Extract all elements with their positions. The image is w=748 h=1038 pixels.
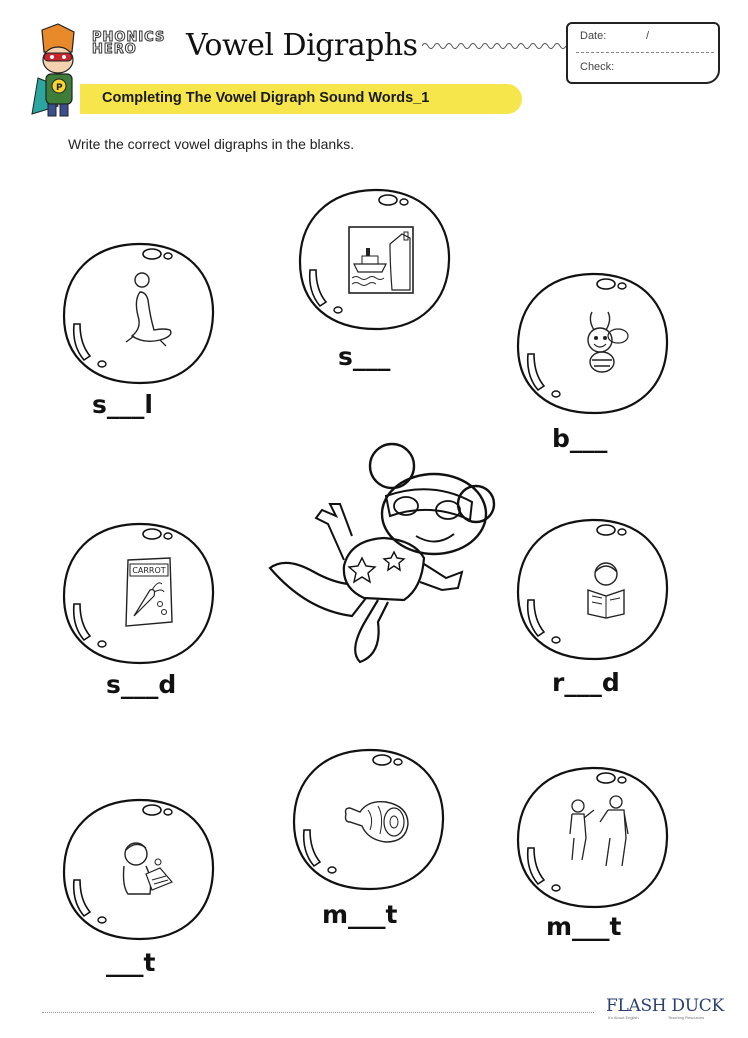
word-blank-read[interactable]: r___d (552, 668, 620, 697)
date-divider (576, 52, 714, 53)
word-blank-eat[interactable]: ___t (106, 948, 156, 977)
bubble-item-read (514, 516, 670, 662)
child-eating-icon (116, 838, 176, 896)
word-blank-meet[interactable]: m___t (546, 912, 622, 941)
svg-text:P: P (56, 83, 63, 93)
word-blank-ship[interactable]: s___ (338, 342, 391, 371)
phonics-hero-brand (92, 32, 165, 56)
footer-tagline-right: Teaching Resources (668, 1015, 705, 1020)
page-title: Vowel Digraphs (186, 28, 418, 63)
word-blank-seed[interactable]: s___d (106, 670, 177, 699)
bubble-item-ship (296, 186, 452, 332)
brand-line-2: HERO (92, 42, 137, 57)
bubble-item-eat (60, 796, 216, 942)
word-blank-bee[interactable]: b___ (552, 424, 608, 453)
check-label: Check: (580, 61, 615, 73)
bee-icon (576, 308, 632, 380)
ship-at-sea-icon (346, 224, 418, 296)
flash-duck-logo (606, 994, 722, 1024)
footer-tagline-left: It's About English (608, 1015, 639, 1020)
bubble-item-seed (60, 520, 216, 666)
seed-packet-icon (122, 556, 176, 628)
bubble-item-meet (514, 764, 670, 910)
bubble-item-seal (60, 240, 216, 386)
date-check-box (566, 22, 720, 84)
footer-divider (42, 1012, 594, 1013)
brand-line-1: PHONICS (92, 30, 166, 45)
bubble-item-bee (514, 270, 670, 416)
worksheet-subtitle: Completing The Vowel Digraph Sound Words_1 (102, 90, 430, 106)
seal-icon (120, 270, 176, 348)
date-separator: / (646, 30, 650, 42)
word-blank-seal[interactable]: s___l (92, 390, 153, 419)
hero-mascot-illustration (266, 440, 496, 664)
footer-logo-text: FLASH DUCK (606, 996, 724, 1016)
bubble-item-meat (290, 746, 446, 892)
child-reading-icon (580, 560, 632, 618)
subtitle-banner (80, 84, 522, 114)
people-meeting-icon (564, 794, 636, 870)
date-label: Date: (580, 30, 607, 42)
seed-packet-label: CARROT (132, 566, 166, 575)
meat-icon (342, 790, 412, 846)
squiggle-divider (422, 38, 568, 54)
word-blank-meat[interactable]: m___t (322, 900, 398, 929)
instruction-text: Write the correct vowel digraphs in the blanks. (68, 136, 355, 152)
